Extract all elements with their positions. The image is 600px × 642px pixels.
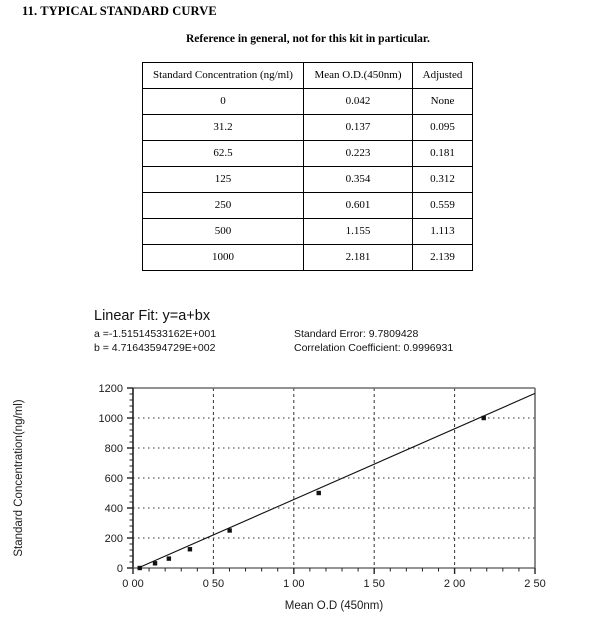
y-tick-label: 0	[116, 563, 123, 575]
page-title: 11. TYPICAL STANDARD CURVE	[22, 4, 217, 18]
cell-adjusted: None	[413, 89, 473, 115]
fit-correlation-coefficient: Correlation Coefficient: 0.9996931	[294, 342, 454, 354]
cell-adjusted: 0.095	[413, 115, 473, 141]
x-tick-label: 2 00	[443, 578, 466, 590]
fit-standard-error: Standard Error: 9.7809428	[294, 328, 419, 340]
x-tick-label: 1 00	[283, 578, 305, 590]
cell-concentration: 62.5	[143, 141, 304, 167]
fit-line	[140, 393, 535, 567]
cell-mean-od: 1.155	[304, 219, 413, 245]
data-point-marker	[317, 491, 321, 495]
data-point-marker	[167, 556, 171, 560]
cell-adjusted: 2.139	[413, 245, 473, 271]
data-point-marker	[153, 561, 157, 565]
y-tick-label: 400	[104, 503, 123, 515]
cell-concentration: 1000	[143, 245, 304, 271]
table-row	[143, 167, 473, 193]
x-tick-label: 0 50	[202, 578, 225, 590]
cell-adjusted: 0.181	[413, 141, 473, 167]
linear-fit-block	[94, 308, 454, 357]
column-header-adjusted: Adjusted	[413, 63, 473, 89]
data-point-marker	[227, 528, 231, 532]
standard-curve-chart	[0, 372, 600, 622]
y-tick-label: 1200	[98, 383, 123, 395]
cell-concentration: 125	[143, 167, 304, 193]
cell-concentration: 0	[143, 89, 304, 115]
cell-mean-od: 2.181	[304, 245, 413, 271]
standard-curve-table	[142, 62, 473, 271]
x-tick-label: 0 00	[122, 578, 144, 590]
table-row	[143, 89, 473, 115]
column-header-concentration: Standard Concentration (ng/ml)	[143, 63, 304, 89]
cell-adjusted: 0.559	[413, 193, 473, 219]
table-row	[143, 115, 473, 141]
column-header-mean-od: Mean O.D.(450nm)	[304, 63, 413, 89]
table-row	[143, 193, 473, 219]
fit-coefficient-a: a =-1.51514533162E+001	[94, 328, 217, 340]
cell-adjusted: 0.312	[413, 167, 473, 193]
y-tick-label: 800	[104, 443, 123, 455]
cell-mean-od: 0.354	[304, 167, 413, 193]
x-tick-label: 2 50	[524, 578, 546, 590]
data-point-marker	[138, 566, 142, 570]
x-tick-label: 1 50	[363, 578, 385, 590]
table-header-row	[143, 63, 473, 89]
cell-concentration: 500	[143, 219, 304, 245]
cell-mean-od: 0.223	[304, 141, 413, 167]
data-point-marker	[188, 547, 192, 551]
cell-concentration: 250	[143, 193, 304, 219]
cell-mean-od: 0.137	[304, 115, 413, 141]
cell-mean-od: 0.042	[304, 89, 413, 115]
y-tick-label: 200	[104, 533, 123, 545]
linear-fit-title: Linear Fit: y=a+bx	[94, 308, 211, 324]
cell-adjusted: 1.113	[413, 219, 473, 245]
table-row	[143, 219, 473, 245]
y-tick-label: 1000	[98, 413, 123, 425]
y-tick-label: 600	[104, 473, 123, 485]
chart-canvas	[0, 372, 600, 622]
table-row	[143, 245, 473, 271]
reference-note: Reference in general, not for this kit in particular.	[186, 33, 430, 45]
data-point-marker	[482, 416, 486, 420]
fit-coefficient-b: b = 4.71643594729E+002	[94, 342, 216, 354]
cell-mean-od: 0.601	[304, 193, 413, 219]
cell-concentration: 31.2	[143, 115, 304, 141]
x-axis-title: Mean O.D (450nm)	[284, 600, 384, 612]
y-axis-title: Standard Concentration(ng/ml)	[13, 399, 25, 557]
table-row	[143, 141, 473, 167]
